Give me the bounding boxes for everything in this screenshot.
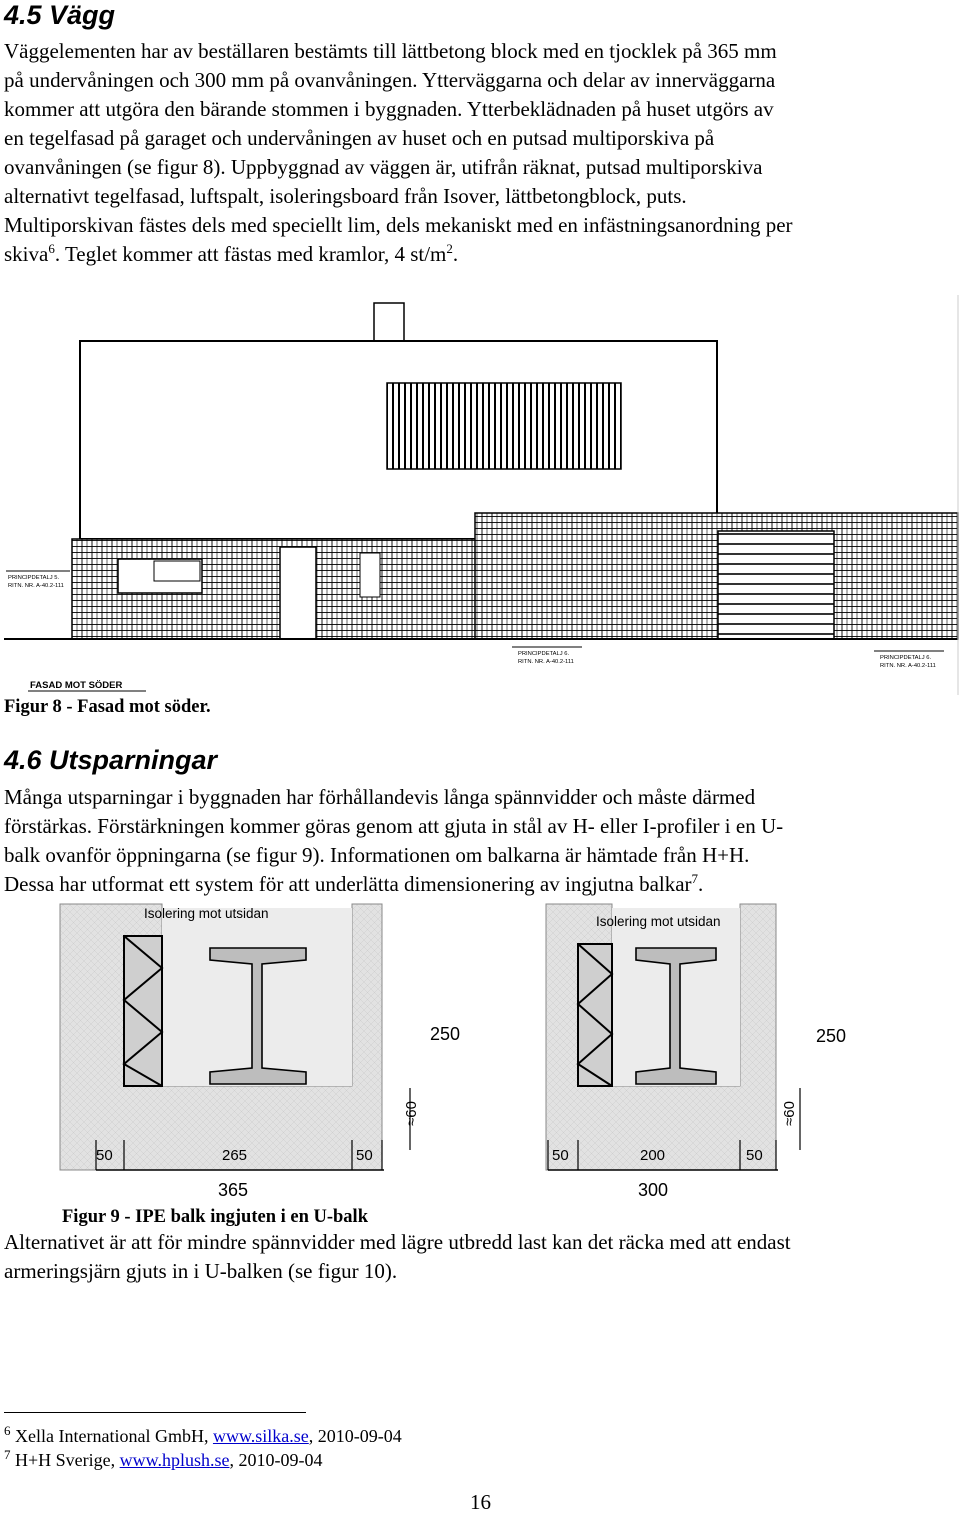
detail6a-ritn: RITN. NR. A-40.2-111 (518, 659, 574, 665)
heading-4-5: 4.5 Vägg (4, 0, 116, 30)
footnote-6-link[interactable]: www.silka.se (212, 1426, 309, 1446)
footnote-7-link[interactable]: www.hplush.se (119, 1450, 230, 1470)
detail5-ritn: RITN. NR. A-40.2-111 (8, 583, 64, 589)
dim-200: 200 (640, 1147, 666, 1164)
figure-8-caption: Figur 8 - Fasad mot söder. (4, 697, 211, 717)
flange-dim: ≈60 (781, 1101, 798, 1126)
footnote-ref-7[interactable]: 7 (691, 871, 699, 886)
footnote-separator (4, 1412, 306, 1413)
footnote-6-date: , 2010-09-04 (308, 1426, 402, 1446)
paragraph-wall-text-c: . (452, 242, 459, 266)
section-365 (60, 904, 460, 1200)
paragraph-openings-text-b: . (698, 872, 704, 896)
u-beam-diagram (0, 898, 960, 1203)
facade-drawing (0, 295, 960, 695)
paragraph-openings-text-a: Många utsparningar i byggnaden har förhållandevis långa spännvidder och måste därmed förstärkas. Förstärkningen kommer göras genom att gjuta in stål av H- eller I-profiler i en U- balk ovanför öppningarna (se figur 9). Informationen om balkarna är hämtade från H+H. Dessa har utformat ett system för att underlätta dimensionering av ingjutna balkar (4, 785, 784, 896)
garage-brick (475, 513, 958, 639)
dim-50-left: 50 (552, 1147, 569, 1164)
footnote-6-number: 6 (4, 1423, 11, 1438)
height-dim: 250 (816, 1026, 847, 1046)
dim-50-right: 50 (356, 1147, 373, 1164)
detail6b-ritn: RITN. NR. A-40.2-111 (880, 663, 936, 669)
upper-window (387, 383, 621, 469)
detail6b-label: PRINCIPDETALJ 6. (880, 655, 932, 661)
footnote-7-text: H+H Sverige, (10, 1450, 120, 1470)
side-window (360, 553, 380, 597)
footnote-7-date: , 2010-09-04 (229, 1450, 323, 1470)
garage-door (718, 531, 834, 639)
dim-365: 365 (218, 1180, 249, 1200)
detail6a-label: PRINCIPDETALJ 6. (518, 651, 570, 657)
dim-300: 300 (638, 1180, 669, 1200)
paragraph-wall-text-a: Väggelementen har av beställaren bestämts till lättbetong block med en tjocklek på 365 mm på undervåningen och 300 mm på ovanvåningen. Ytterväggarna och delar av innerväggarna kommer att utgöra den bärande stommen i byggnaden. Ytterbeklädnaden på huset utgörs av en tegelfasad på garaget och undervåningen av huset och en putsad multiporskiva på ovanvåningen (se figur 8). Uppbyggnad av väggen är, utifrån räknat, putsad multiporskiva alternativt tegelfasad, luftspalt, isoleringsboard från Isover, lättbetongblock, puts. Multiporskivan fästes dels med speciellt lim, dels mekaniskt med en infästningsanordning per skiva (4, 39, 793, 266)
paragraph-wall (4, 37, 960, 269)
page-number: 16 (470, 1490, 491, 1514)
footnote-6 (4, 1424, 402, 1448)
dim-265: 265 (222, 1147, 248, 1164)
footnote-7 (4, 1448, 322, 1472)
dim-50-right: 50 (746, 1147, 763, 1164)
insulation-label: Isolering mot utsidan (144, 906, 269, 921)
footnote-6-text: Xella International GmbH, (10, 1426, 213, 1446)
footnote-ref-6[interactable]: 6 (48, 241, 55, 256)
chimney (374, 303, 404, 341)
flange-dim: ≈60 (403, 1101, 420, 1126)
footnote-7-number: 7 (4, 1447, 11, 1462)
figure-9-caption: Figur 9 - IPE balk ingjuten i en U-balk (62, 1207, 368, 1227)
superscript-2: 2 (446, 241, 453, 256)
section-300 (546, 904, 846, 1200)
detail5-label: PRINCIPDETALJ 5. (8, 575, 60, 581)
insulation-label: Isolering mot utsidan (596, 914, 721, 929)
heading-4-6: 4.6 Utsparningar (4, 745, 218, 775)
dim-50-left: 50 (96, 1147, 113, 1164)
paragraph-openings (4, 783, 960, 899)
lower-window (154, 561, 200, 581)
paragraph-wall-text-b: . Teglet kommer att fästas med kramlor, 4 st/m (54, 242, 447, 266)
paragraph-alternative: Alternativet är att för mindre spännvidder med lägre utbredd last kan det räcka med att endast armeringsjärn gjuts in i U-balken (se figur 10). (4, 1230, 791, 1283)
height-dim: 250 (430, 1024, 461, 1044)
facade-title: FASAD MOT SÖDER (30, 680, 123, 691)
entrance-door (280, 547, 316, 639)
